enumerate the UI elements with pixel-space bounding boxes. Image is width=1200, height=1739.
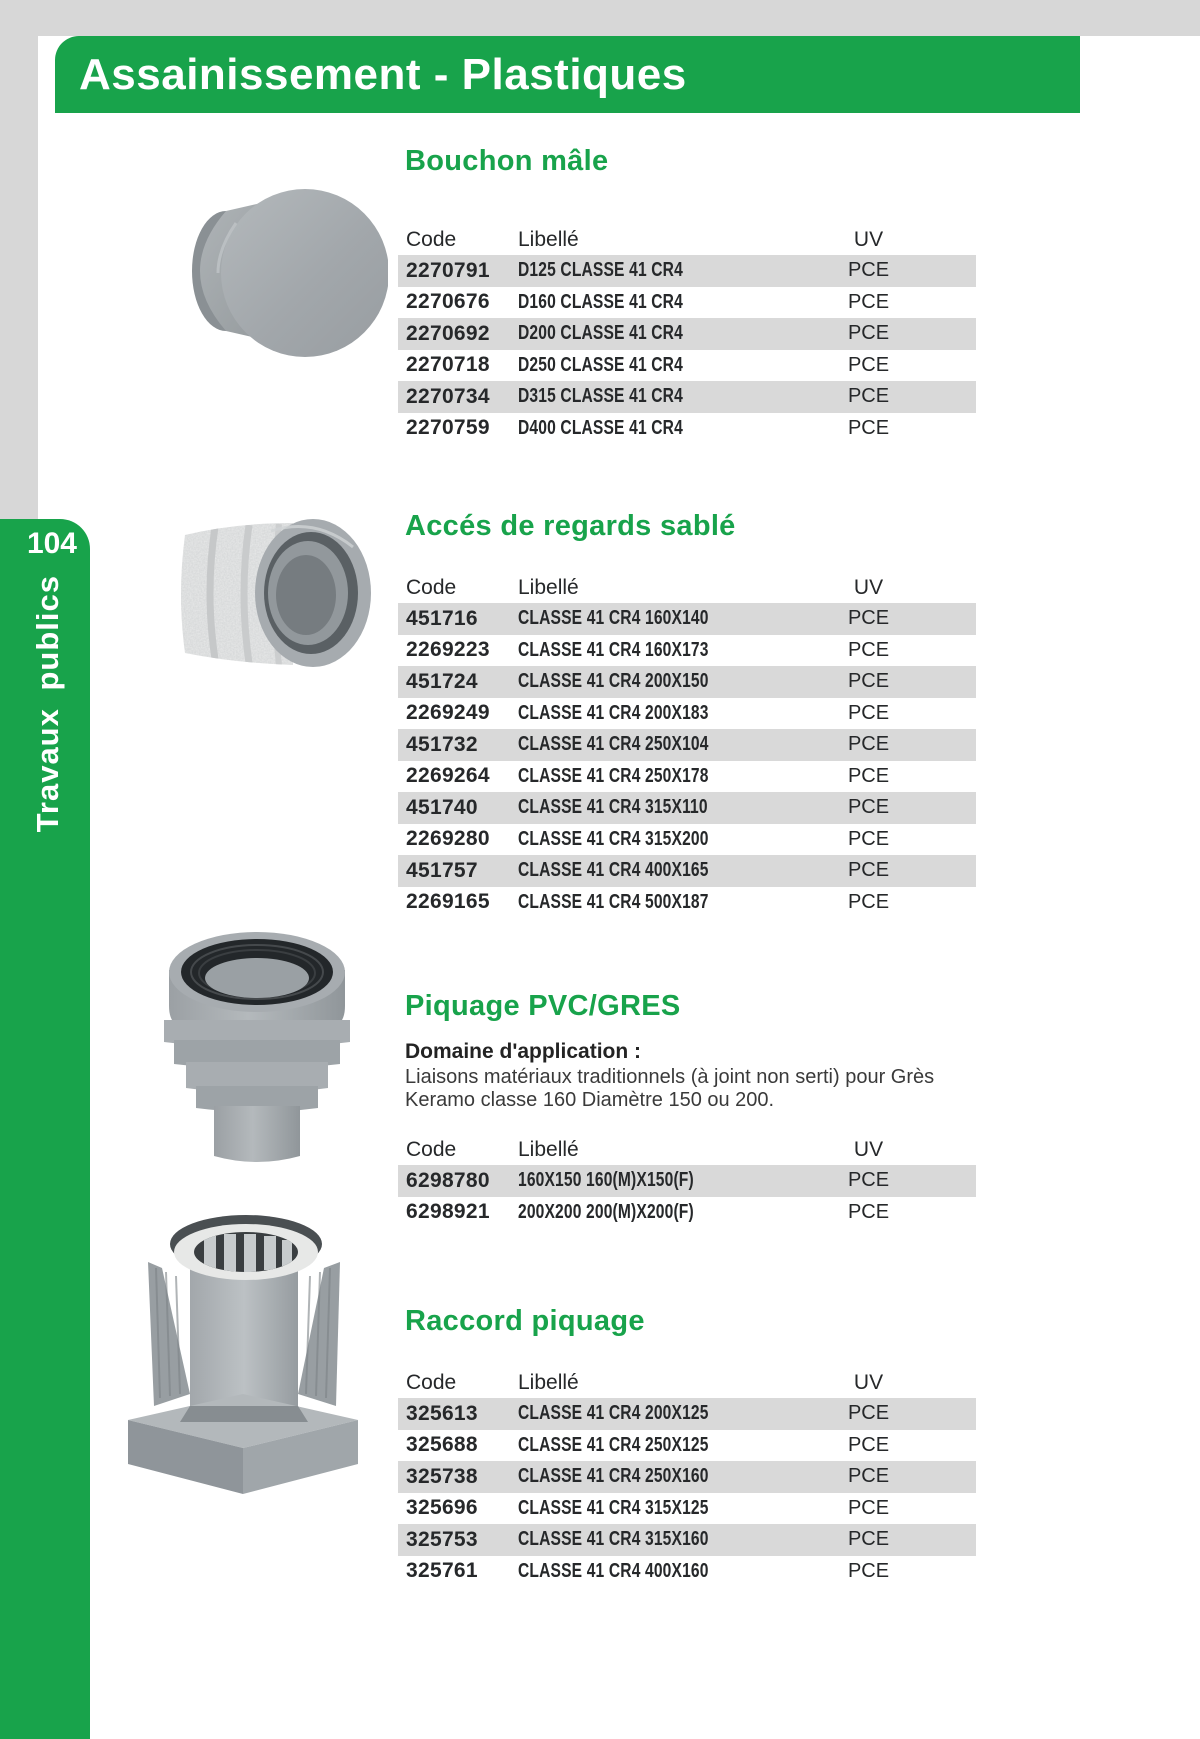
product-label-text: CLASSE 41 CR4 400X165	[518, 859, 709, 882]
product-code: 2269249	[406, 701, 490, 725]
table-row	[398, 1197, 976, 1229]
table-row	[398, 792, 976, 824]
section-title-piquage: Piquage PVC/GRES	[405, 990, 681, 1022]
product-photo-acces-regards-sable	[175, 515, 375, 670]
unit-value: PCE	[847, 607, 890, 630]
unit-value: PCE	[847, 353, 890, 376]
product-code: 451724	[406, 669, 478, 693]
product-code: 2270759	[406, 416, 490, 440]
product-label	[518, 1528, 761, 1551]
unit-value: PCE	[847, 1496, 890, 1519]
product-code: 6298921	[406, 1200, 490, 1224]
table-piquage	[398, 1132, 976, 1228]
product-label	[518, 322, 761, 345]
table-row	[398, 1524, 976, 1556]
unit-value: PCE	[847, 827, 890, 850]
product-label-text: CLASSE 41 CR4 315X125	[518, 1496, 709, 1519]
product-code: 325761	[406, 1559, 478, 1583]
column-header: UV	[853, 576, 884, 599]
sidebar-tab	[0, 519, 90, 1739]
page-left-margin	[0, 0, 38, 519]
product-label-text: D400 CLASSE 41 CR4	[518, 416, 683, 439]
sidebar-category-label: Travaux publics	[30, 575, 65, 833]
column-header: UV	[853, 1371, 884, 1394]
table-row	[398, 603, 976, 635]
product-code: 2269165	[406, 890, 490, 914]
table-header-row	[398, 1132, 976, 1165]
column-header: Code	[406, 1371, 457, 1394]
table-header-row	[398, 1365, 976, 1398]
product-label-text: CLASSE 41 CR4 160X140	[518, 607, 709, 630]
product-label-text: CLASSE 41 CR4 200X183	[518, 701, 709, 724]
column-header: Libellé	[518, 576, 579, 599]
column-header: Libellé	[518, 1138, 579, 1161]
table-row	[398, 413, 976, 445]
table-header-row	[398, 222, 976, 255]
product-label	[518, 670, 761, 693]
table-row	[398, 698, 976, 730]
product-label	[518, 1402, 761, 1425]
unit-value: PCE	[847, 796, 890, 819]
column-header: Code	[406, 228, 457, 251]
unit-value: PCE	[847, 733, 890, 756]
product-label-text: CLASSE 41 CR4 200X125	[518, 1402, 709, 1425]
product-label-text: D200 CLASSE 41 CR4	[518, 322, 683, 345]
product-label	[518, 765, 761, 788]
table-row	[398, 255, 976, 287]
application-domain-text: Liaisons matériaux traditionnels (à joint non serti) pour Grès Keramo classe 160 Diamètre 150 ou 200.	[405, 1066, 935, 1111]
product-code: 2270692	[406, 321, 490, 345]
product-label	[518, 733, 761, 756]
unit-value: PCE	[847, 859, 890, 882]
column-header: UV	[853, 228, 884, 251]
table-bouchon-male	[398, 222, 976, 444]
table-row	[398, 318, 976, 350]
table-row	[398, 1493, 976, 1525]
product-label-text: CLASSE 41 CR4 315X110	[518, 796, 708, 819]
product-label	[518, 291, 761, 314]
unit-value: PCE	[847, 670, 890, 693]
product-label-text: CLASSE 41 CR4 400X160	[518, 1559, 709, 1582]
unit-value: PCE	[847, 890, 890, 913]
unit-value: PCE	[847, 1169, 890, 1192]
column-header: Code	[406, 1138, 457, 1161]
product-label	[518, 859, 761, 882]
product-label	[518, 259, 761, 282]
product-label-text: CLASSE 41 CR4 500X187	[518, 890, 709, 913]
table-row	[398, 350, 976, 382]
product-code: 2269280	[406, 827, 490, 851]
table-row	[398, 1398, 976, 1430]
product-label	[518, 417, 761, 440]
unit-value: PCE	[847, 1559, 890, 1582]
unit-value: PCE	[847, 638, 890, 661]
product-label	[518, 1169, 761, 1192]
table-row	[398, 824, 976, 856]
unit-value: PCE	[847, 259, 890, 282]
table-row	[398, 855, 976, 887]
section-title-acces-regards: Accés de regards sablé	[405, 510, 736, 542]
column-header: Code	[406, 576, 457, 599]
section-header-bar	[55, 36, 1080, 113]
product-label-text: CLASSE 41 CR4 200X150	[518, 670, 709, 693]
product-label	[518, 796, 761, 819]
product-label-text: D160 CLASSE 41 CR4	[518, 290, 683, 313]
table-row	[398, 287, 976, 319]
product-label-text: CLASSE 41 CR4 250X125	[518, 1433, 709, 1456]
product-label	[518, 1434, 761, 1457]
section-title-bouchon-male: Bouchon mâle	[405, 145, 609, 177]
product-code: 325696	[406, 1496, 478, 1520]
product-label-text: CLASSE 41 CR4 250X160	[518, 1465, 709, 1488]
table-header-row	[398, 570, 976, 603]
unit-value: PCE	[847, 1528, 890, 1551]
table-row	[398, 729, 976, 761]
column-header: Libellé	[518, 1371, 579, 1394]
unit-value: PCE	[847, 322, 890, 345]
unit-value: PCE	[847, 1465, 890, 1488]
table-row	[398, 666, 976, 698]
product-code: 2270791	[406, 258, 490, 282]
product-code: 451716	[406, 606, 478, 630]
product-label-text: CLASSE 41 CR4 250X104	[518, 733, 709, 756]
application-domain-heading: Domaine d'application :	[405, 1040, 642, 1063]
product-label	[518, 1497, 761, 1520]
product-code: 2270734	[406, 384, 490, 408]
product-code: 451732	[406, 732, 478, 756]
product-label	[518, 354, 761, 377]
unit-value: PCE	[847, 701, 890, 724]
column-header: Libellé	[518, 228, 579, 251]
unit-value: PCE	[847, 385, 890, 408]
product-label-text: CLASSE 41 CR4 315X160	[518, 1528, 709, 1551]
page-title: Assainissement - Plastiques	[79, 49, 687, 99]
product-label	[518, 607, 761, 630]
product-code: 2270676	[406, 290, 490, 314]
table-row	[398, 381, 976, 413]
product-label	[518, 1465, 761, 1488]
product-label-text: CLASSE 41 CR4 315X200	[518, 827, 709, 850]
product-photo-bouchon-male	[178, 183, 388, 368]
product-photo-piquage-pvc-gres	[162, 928, 352, 1173]
product-label-text: CLASSE 41 CR4 250X178	[518, 764, 709, 787]
product-code: 325613	[406, 1401, 478, 1425]
table-row	[398, 1556, 976, 1588]
product-label-text: D315 CLASSE 41 CR4	[518, 385, 683, 408]
product-label	[518, 828, 761, 851]
table-row	[398, 1461, 976, 1493]
product-code: 325688	[406, 1433, 478, 1457]
product-code: 325738	[406, 1464, 478, 1488]
product-code: 451757	[406, 858, 478, 882]
product-label	[518, 702, 761, 725]
table-row	[398, 635, 976, 667]
product-code: 2269223	[406, 638, 490, 662]
table-acces-regards	[398, 570, 976, 918]
unit-value: PCE	[847, 290, 890, 313]
product-code: 2269264	[406, 764, 490, 788]
table-row	[398, 1430, 976, 1462]
product-label-text: CLASSE 41 CR4 160X173	[518, 638, 709, 661]
table-row	[398, 1165, 976, 1197]
product-code: 451740	[406, 795, 478, 819]
table-row	[398, 761, 976, 793]
product-photo-raccord-piquage	[118, 1188, 368, 1498]
product-label	[518, 1201, 761, 1224]
unit-value: PCE	[847, 1402, 890, 1425]
product-label-text: D125 CLASSE 41 CR4	[518, 259, 683, 282]
product-code: 6298780	[406, 1168, 490, 1192]
unit-value: PCE	[847, 1200, 890, 1223]
product-label-text: 160X150 160(M)X150(F)	[518, 1169, 694, 1192]
table-raccord	[398, 1365, 976, 1587]
table-row	[398, 887, 976, 919]
product-code: 2270718	[406, 353, 490, 377]
unit-value: PCE	[847, 764, 890, 787]
product-label-text: 200X200 200(M)X200(F)	[518, 1200, 694, 1223]
product-label-text: D250 CLASSE 41 CR4	[518, 353, 683, 376]
page-top-margin	[0, 0, 1200, 36]
page-number: 104	[26, 527, 77, 560]
product-label	[518, 385, 761, 408]
product-label	[518, 639, 761, 662]
unit-value: PCE	[847, 416, 890, 439]
product-code: 325753	[406, 1527, 478, 1551]
column-header: UV	[853, 1138, 884, 1161]
unit-value: PCE	[847, 1433, 890, 1456]
product-label	[518, 1560, 761, 1583]
section-title-raccord: Raccord piquage	[405, 1305, 645, 1337]
product-label	[518, 891, 761, 914]
